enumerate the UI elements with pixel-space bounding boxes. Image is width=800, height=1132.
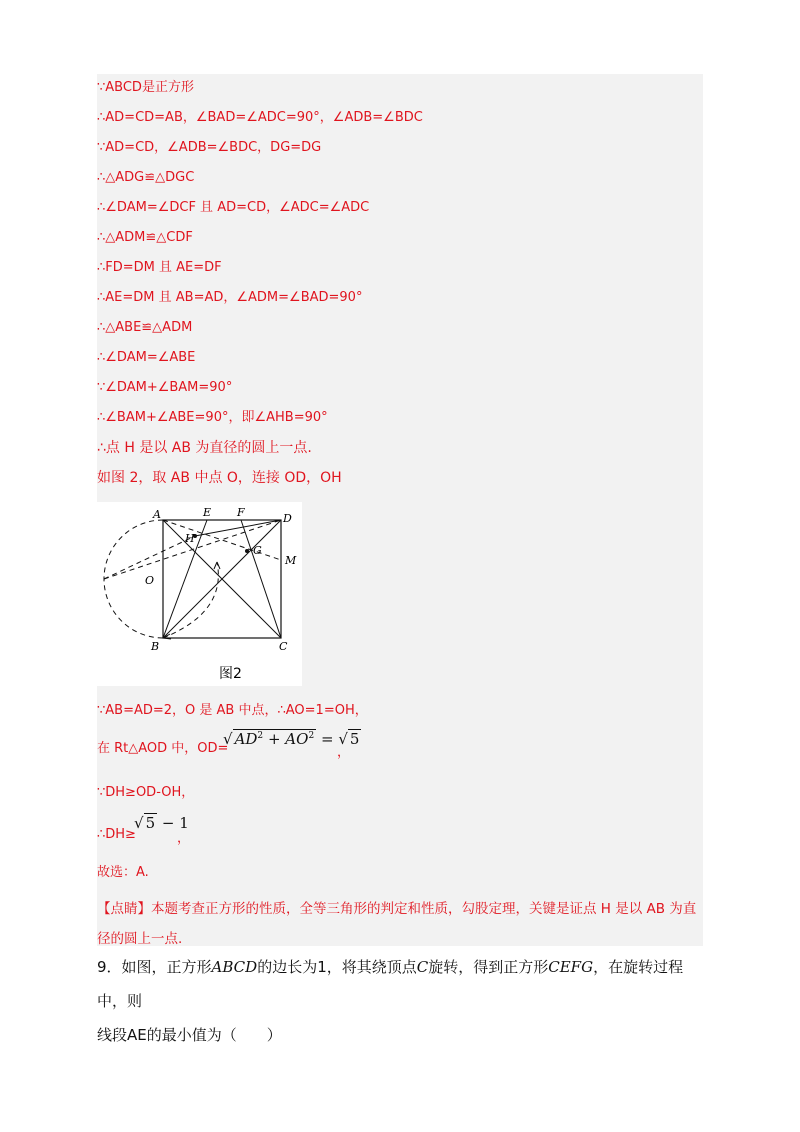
label-d: D — [283, 512, 292, 525]
solution-line: ∴AE=DM 且 AB=AD，∠ADM=∠BAD=90° — [97, 290, 363, 305]
od-formula: √ $AD^2 + AO^2$ = √ 5 — [223, 730, 360, 748]
label-c: C — [279, 640, 288, 653]
solution-line: ∴△ABE≌△ADM — [97, 320, 193, 335]
label-g: G — [253, 544, 262, 557]
label-f: F — [237, 506, 245, 519]
solution-line: ∴DH≥ — [97, 827, 136, 842]
figure-caption: 图2 — [219, 666, 242, 682]
solution-line: ∴AD=CD=AB，∠BAD=∠ADC=90°，∠ADB=∠BDC — [97, 110, 423, 125]
label-m: M — [285, 554, 297, 567]
solution-line: ∵∠DAM+∠BAM=90° — [97, 380, 233, 395]
solution-line: ∴∠DAM=∠DCF 且 AD=CD，∠ADC=∠ADC — [97, 200, 370, 215]
solution-line: ∴△ADG≌△DGC — [97, 170, 195, 185]
dashed-circle — [104, 520, 163, 638]
solution-line: ∵DH≥OD-OH， — [97, 785, 195, 800]
comment-tag: 【点睛】 — [97, 901, 151, 917]
solution-line: ∴△ADM≌△CDF — [97, 230, 193, 245]
label-a: A — [153, 508, 161, 521]
comment-paragraph: 【点睛】本题考查正方形的性质，全等三角形的判定和性质，勾股定理，关键是证点 H 是以 AB 为直径的圆上一点. — [97, 901, 697, 947]
question-9: 9．如图，正方形ABCD的边长为1，将其绕顶点C旋转，得到正方形CEFG，在旋转过程中，则 线段AE的最小值为（ ） — [97, 958, 684, 1044]
solution-line-formula: 在 Rt△AOD 中，OD= — [97, 741, 229, 756]
solution-line: ∴∠DAM=∠ABE — [97, 350, 196, 365]
label-h: H — [185, 532, 195, 545]
solution-line: ∵AD=CD，∠ADB=∠BDC，DG=DG — [97, 140, 322, 155]
solution-line: ∴FD=DM 且 AE=DF — [97, 260, 222, 275]
solution-line: ∴点 H 是以 AB 为直径的圆上一点. — [97, 440, 312, 456]
solution-line: 如图 2，取 AB 中点 O，连接 OD，OH — [97, 470, 342, 486]
dh-formula: √ 5 − 1 — [134, 814, 189, 832]
solution-line: ∴∠BAM+∠ABE=90°，即∠AHB=90° — [97, 410, 328, 425]
answer-line: 故选：A. — [97, 865, 149, 880]
label-b: B — [151, 640, 160, 653]
comma: ， — [337, 745, 351, 760]
comma: ， — [177, 831, 191, 846]
label-e: E — [203, 506, 212, 519]
solution-line: ∵ABCD是正方形 — [97, 80, 194, 95]
geometry-figure — [97, 502, 302, 686]
solution-line: ∵AB=AD=2，O 是 AB 中点，∴AO=1=OH， — [97, 703, 368, 718]
label-o: O — [145, 574, 155, 587]
